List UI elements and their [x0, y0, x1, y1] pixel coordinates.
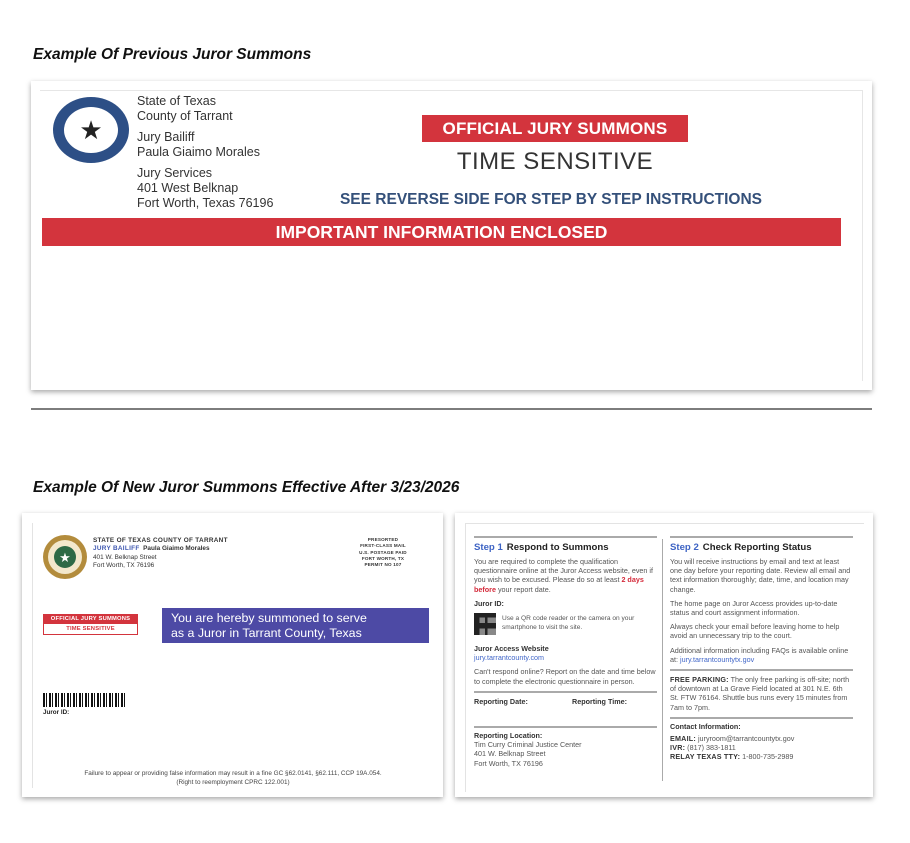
relay-value: 1-800-735-2989 — [740, 752, 794, 762]
address-line: Jury Services — [137, 166, 213, 180]
address-line: Paula Giaimo Morales — [137, 145, 260, 159]
reporting-date-label: Reporting Date: — [474, 696, 528, 706]
summoned-line: as a Juror in Tarrant County, Texas — [171, 626, 362, 640]
rule — [670, 717, 853, 719]
relay-label: RELAY TEXAS TTY: — [670, 752, 741, 762]
new-summons-back — [455, 513, 873, 797]
bailiff-name: Paula Giaimo Morales — [143, 545, 210, 553]
address-line: State of Texas — [137, 94, 216, 108]
previous-summons-envelope — [31, 81, 872, 390]
address-line: 401 West Belknap — [137, 181, 239, 195]
juror-id-label: Juror ID: — [474, 598, 504, 608]
step2-para: Always check your email before leaving home to help avoid an unnecessary trip to the court. — [670, 622, 840, 641]
footer-line: (Right to reemployment CPRC 122.001) — [176, 779, 290, 786]
location-line: 401 W. Belknap Street — [474, 749, 546, 759]
step1-heading — [474, 542, 657, 554]
official-jury-summons-label: OFFICIAL JURY SUMMONS — [44, 615, 137, 624]
bailiff-label: JURY BAILIFF — [93, 545, 140, 553]
tarrant-county-seal-icon — [43, 535, 87, 579]
juror-id-label: Juror ID: — [43, 709, 70, 716]
step1-column — [474, 536, 657, 768]
step-title: Check Reporting Status — [702, 542, 812, 553]
step1-instructions — [474, 557, 657, 594]
address-line: Jury Bailiff — [137, 130, 195, 144]
step2-para: The home page on Juror Access provides up-to-date status and court assignment information. — [670, 598, 838, 618]
postage-line: PERMIT NO 107 — [364, 562, 402, 568]
address-line: Fort Worth, Texas 76196 — [137, 196, 274, 210]
see-reverse-instructions: SEE REVERSE SIDE FOR STEP BY STEP INSTRUCTIONS — [339, 191, 763, 208]
faq-link[interactable]: jury.tarrantcountytx.gov — [680, 654, 755, 664]
summoned-banner — [162, 608, 429, 643]
step-number: Step 2 — [670, 542, 699, 553]
postage-line: FORT WORTH, TX — [361, 555, 405, 561]
website-label: Juror Access Website — [474, 644, 549, 654]
seal-inner-ring — [64, 107, 118, 153]
summoned-line: You are hereby summoned to serve — [171, 611, 367, 625]
tarrant-county-seal-icon — [53, 97, 129, 163]
reporting-time-label: Reporting Time: — [572, 696, 627, 706]
qr-code-icon[interactable] — [474, 613, 496, 635]
city-address: Fort Worth, TX 76196 — [93, 562, 155, 570]
juror-access-link[interactable]: jury.tarrantcounty.com — [474, 653, 545, 663]
text: your report date. — [495, 584, 551, 594]
email-value[interactable]: juryroom@tarrantcountytx.gov — [695, 734, 795, 744]
important-information-band: IMPORTANT INFORMATION ENCLOSED — [42, 218, 841, 246]
postage-line: PRESORTED — [367, 537, 399, 542]
reporting-date-time-row — [474, 697, 657, 706]
new-summons-front — [22, 513, 443, 797]
email-label: EMAIL: — [670, 734, 696, 744]
reporting-location-label: Reporting Location: — [474, 731, 543, 741]
step2-para — [670, 646, 853, 664]
rule — [474, 691, 657, 693]
street-address: 401 W. Belknap Street — [93, 553, 157, 561]
new-summons-title: Example Of New Juror Summons Effective After 3/23/2026 — [33, 479, 460, 496]
ivr-row — [670, 743, 853, 752]
step2-heading — [670, 542, 853, 554]
deadline-highlight: 2 days before — [474, 575, 644, 594]
cant-respond-text: Can't respond online? Report on the date and time below to complete the electronic questionnaire in person. — [474, 667, 656, 686]
step2-column — [670, 536, 853, 762]
rule — [670, 536, 853, 538]
section-divider — [31, 408, 872, 410]
location-line: Fort Worth, TX 76196 — [474, 758, 543, 768]
ivr-label: IVR: — [670, 743, 686, 753]
time-sensitive-label: TIME SENSITIVE — [456, 148, 654, 175]
email-row — [670, 734, 853, 743]
address-line: County of Tarrant — [137, 109, 233, 123]
location-line: Tim Curry Criminal Justice Center — [474, 740, 582, 750]
star-icon: ★ — [79, 115, 103, 145]
text: You are required to complete the qualification questionnaire online at the Juror Access website, even if you wish to be excused. Please do so at least — [474, 557, 653, 585]
rule — [474, 726, 657, 728]
relay-row — [670, 752, 853, 761]
qr-instructions: Use a QR code reader or the camera on your smartphone to visit the site. — [502, 615, 635, 632]
text: The only free parking is off-site; north of downtown at La Grave Field located at 301 N.E. 6th St. FTW 76164. Shuttle bus runs every 15 minutes from 7am to 7pm. — [670, 675, 850, 712]
official-summons-badge — [43, 614, 138, 635]
step2-para: You will receive instructions by email and text at least one day before your reporting date. Review all email and text information thoroughly; date, time, and location may change. — [670, 557, 851, 594]
front-inner — [32, 523, 433, 788]
column-divider — [662, 539, 663, 781]
rule — [474, 536, 657, 538]
state-county-header: STATE OF TEXAS COUNTY OF TARRANT — [93, 537, 228, 544]
time-sensitive-label: TIME SENSITIVE — [66, 626, 115, 632]
star-icon: ★ — [54, 546, 76, 568]
previous-summons-title: Example Of Previous Juror Summons — [33, 46, 312, 63]
qr-row — [474, 613, 657, 635]
return-address — [137, 94, 273, 211]
footer-line: Failure to appear or providing false information may result in a fine GC §62.0141, §62.111, CCP 19A.054. — [84, 770, 382, 777]
text: Additional information including FAQs is available online at: — [670, 645, 849, 664]
rule — [670, 669, 853, 671]
postage-indicia — [333, 537, 433, 568]
postage-line: U.S. POSTAGE PAID — [359, 549, 407, 555]
step-number: Step 1 — [474, 542, 503, 553]
return-address — [93, 537, 228, 571]
barcode-icon — [43, 693, 127, 707]
contact-label: Contact Information: — [670, 721, 741, 731]
step-title: Respond to Summons — [506, 542, 609, 553]
ivr-value: (817) 383-1811 — [685, 743, 736, 753]
parking-label: FREE PARKING: — [670, 675, 729, 685]
official-jury-summons-label: OFFICIAL JURY SUMMONS — [422, 115, 688, 142]
free-parking-info — [670, 675, 853, 712]
legal-footer — [33, 769, 433, 787]
postage-line: FIRST-CLASS MAIL — [360, 543, 406, 549]
